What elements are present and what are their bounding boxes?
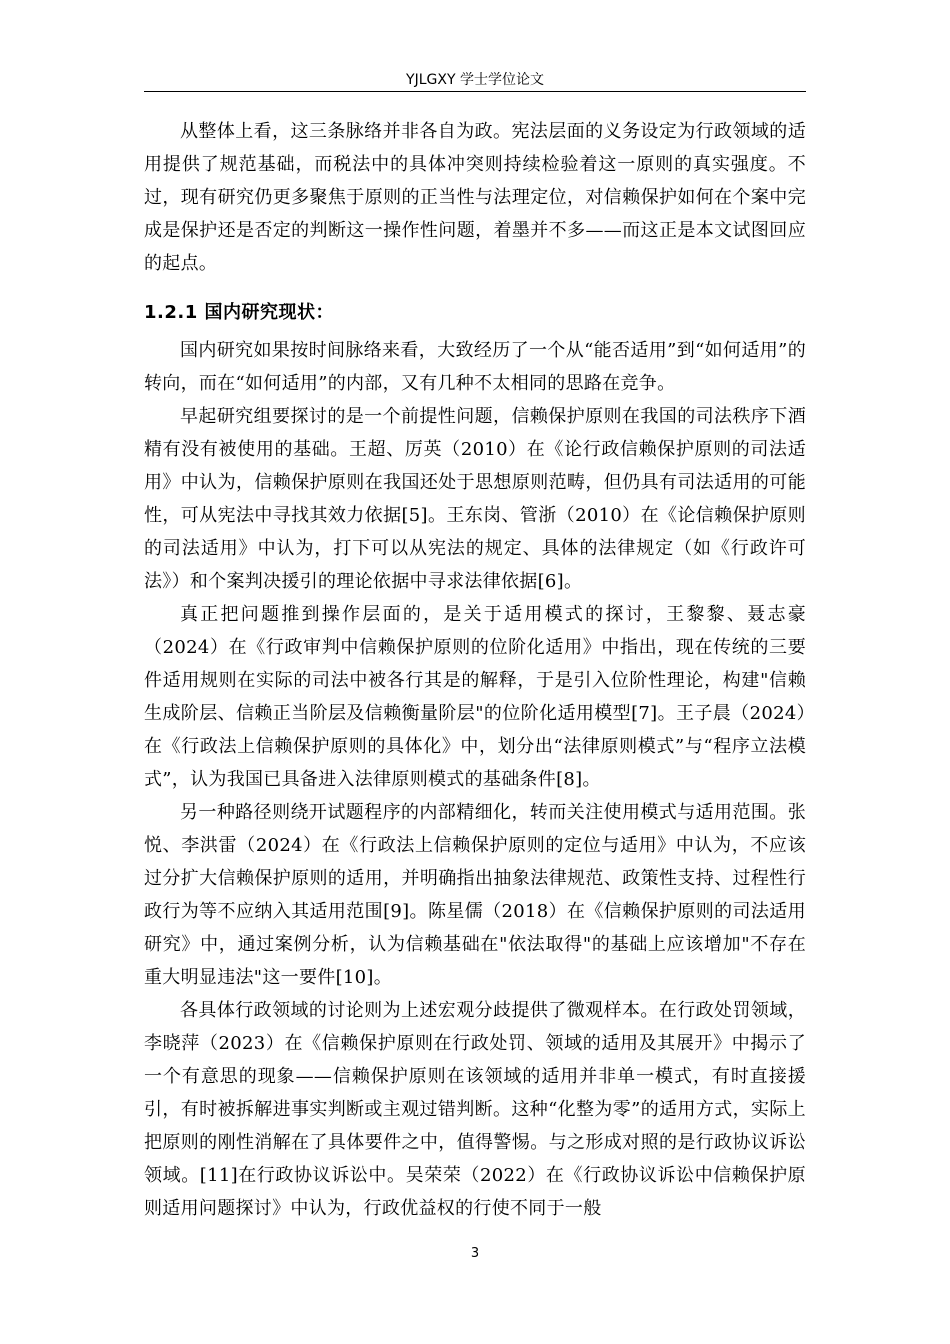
paragraph-5: 各具体行政领域的讨论则为上述宏观分歧提供了微观样本。在行政处罚领域，李晓萍（2023）在《信赖保护原则在行政处罚、领域的适用及其展开》中揭示了一个有意思的现象——信赖保护原则在该领域的适用并非单一模式，有时直接援引，有时被拆解进事实判断或主观过错判断。这种“化整为零”的适用方式，实际上把原则的刚性消解在了具体要件之中，值得警惕。与之形成对照的是行政协议诉讼领域。[11]在行政协议诉讼中。吴荣荣（2022）在《行政协议诉讼中信赖保护原则适用问题探讨》中认为，行政优益权的行使不同于一般 (144, 1000, 806, 1219)
header-divider (144, 91, 806, 92)
paragraph-3: 真正把问题推到操作层面的，是关于适用模式的探讨，王黎黎、聂志豪（2024）在《行政审判中信赖保护原则的位阶化适用》中指出，现在传统的三要件适用规则在实际的司法中被各行其是的解释，于是引入位阶性理论，构建"信赖生成阶层、信赖正当阶层及信赖衡量阶层"的位阶化适用模型[7]。王子晨（2024）在《行政法上信赖保护原则的具体化》中，划分出“法律原则模式”与“程序立法模式”，认为我国已具备进入法律原则模式的基础条件[8]。 (144, 604, 806, 790)
paragraph-2: 早起研究组要探讨的是一个前提性问题，信赖保护原则在我国的司法秩序下酒精有没有被使用的基础。王超、厉英（2010）在《论行政信赖保护原则的司法适用》中认为，信赖保护原则在我国还处于思想原则范畴，但仍具有司法适用的可能性，可从宪法中寻找其效力依据[5]。王东岗、管浙（2010）在《论信赖保护原则的司法适用》中认为，打下可以从宪法的规定、具体的法律规定（如《行政许可法》）和个案判决援引的理论依据中寻求法律依据[6]。 (144, 406, 806, 592)
intro-paragraph: 从整体上看，这三条脉络并非各自为政。宪法层面的义务设定为行政领域的适用提供了规范基础，而税法中的具体冲突则持续检验着这一原则的真实强度。不过，现有研究仍更多聚焦于原则的正当性与法理定位，对信赖保护如何在个案中完成是保护还是否定的判断这一操作性问题，着墨并不多——而这正是本文试图回应的起点。 (144, 121, 806, 274)
page-header: YJLGXY 学士学位论文 (406, 72, 544, 88)
section-heading: 1.2.1 国内研究现状： (144, 302, 335, 323)
page-number: 3 (470, 1246, 480, 1261)
paragraph-4: 另一种路径则绕开试题程序的内部精细化，转而关注使用模式与适用范围。张悦、李洪雷（2024）在《行政法上信赖保护原则的定位与适用》中认为，不应该过分扩大信赖保护原则的适用，并明确指出抽象法律规范、政策性支持、过程性行政行为等不应纳入其适用范围[9]。陈星儒（2018）在《信赖保护原则的司法适用研究》中，通过案例分析，认为信赖基础在"依法取得"的基础上应该增加"不存在重大明显违法"这一要件[10]。 (144, 802, 806, 988)
paragraph-1: 国内研究如果按时间脉络来看，大致经历了一个从“能否适用”到“如何适用”的转向，而在“如何适用”的内部，又有几种不太相同的思路在竞争。 (144, 340, 806, 394)
body-content (144, 115, 806, 1225)
